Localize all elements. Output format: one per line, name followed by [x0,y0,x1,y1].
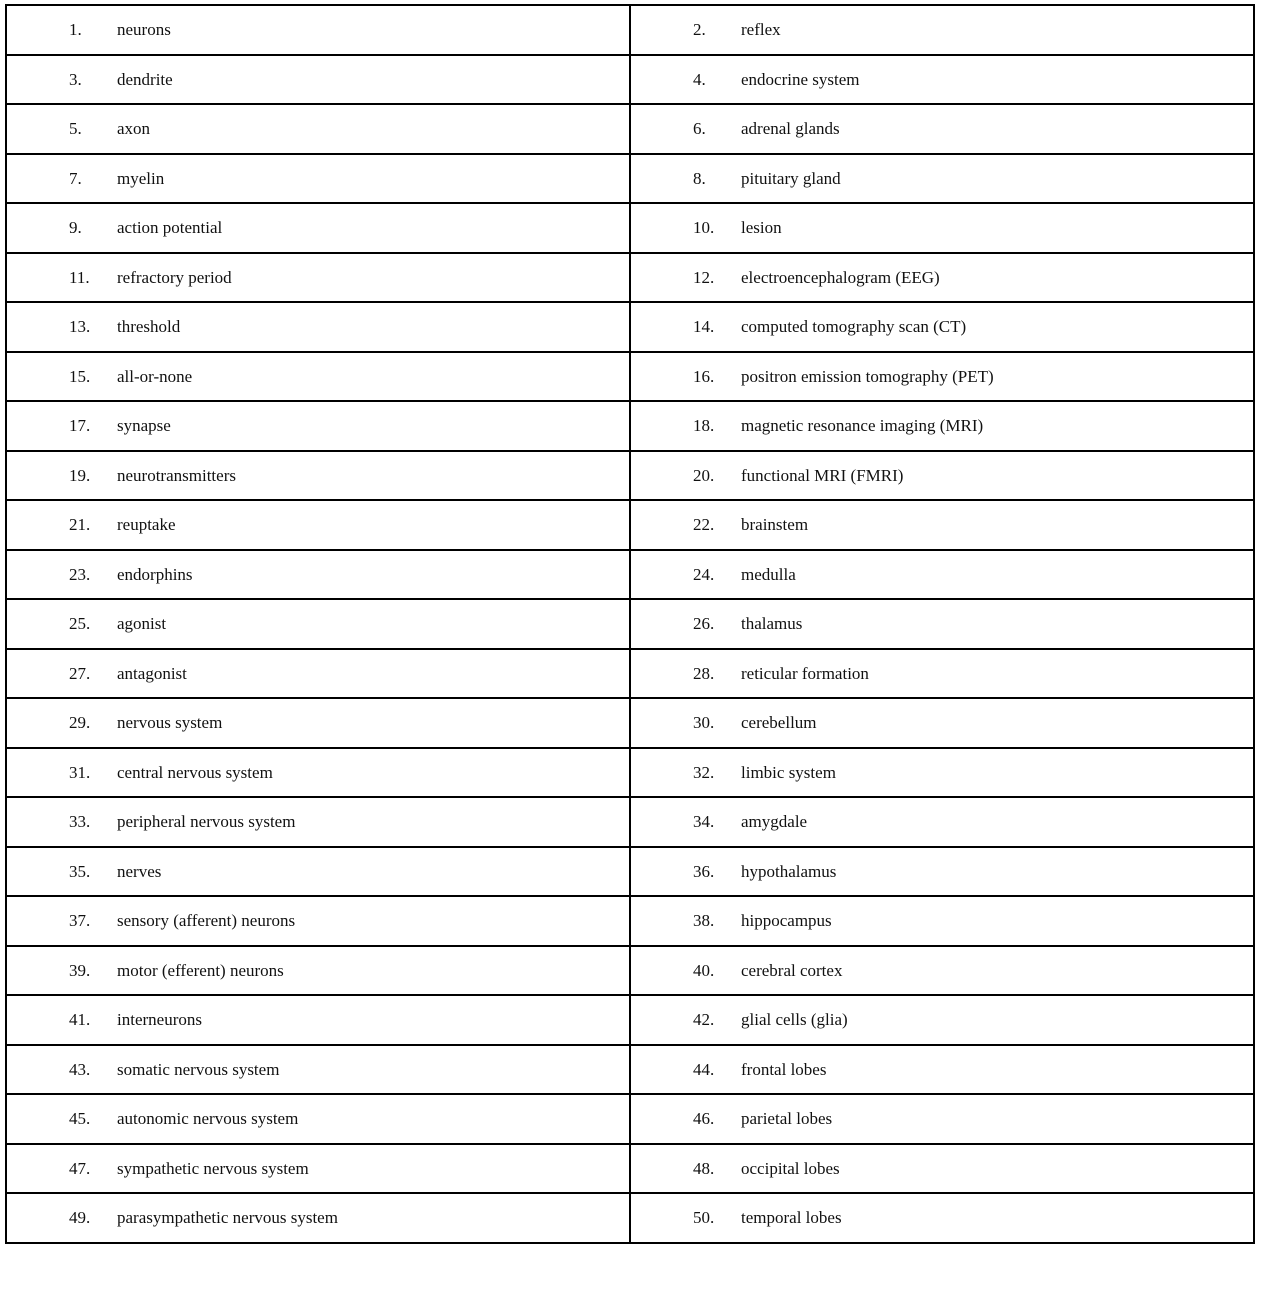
term-cell-content [7,600,629,648]
term-text: motor (efferent) neurons [117,960,284,980]
term-cell-content [631,650,1253,698]
term-cell-content [7,501,629,549]
term-cell-content [7,1046,629,1094]
term-number: 14. [693,317,715,337]
term-text: reticular formation [741,663,869,683]
term-number: 7. [69,168,82,188]
term-cell-content [631,353,1253,401]
term-cell-content [7,105,629,153]
term-cell [6,649,630,699]
term-text: nervous system [117,713,223,733]
term-cell-content [631,1046,1253,1094]
term-cell-content [631,1145,1253,1193]
term-text: electroencephalogram (EEG) [741,267,940,287]
term-cell-content [631,1194,1253,1242]
term-text: magnetic resonance imaging (MRI) [741,416,984,436]
term-cell-content [631,600,1253,648]
term-cell-content [631,155,1253,203]
term-text: medulla [741,564,796,584]
term-text: endocrine system [741,69,860,89]
term-cell-content [631,402,1253,450]
term-number: 18. [693,416,715,436]
term-number: 43. [69,1059,91,1079]
term-text: all-or-none [117,366,193,386]
term-cell [6,946,630,996]
term-cell-content [7,56,629,104]
term-cell-content [7,155,629,203]
term-text: axon [117,119,151,139]
table-row [6,995,1254,1045]
term-cell [6,302,630,352]
term-cell [630,550,1254,600]
term-cell-content [631,452,1253,500]
term-text: adrenal glands [741,119,840,139]
term-cell-content [7,452,629,500]
term-number: 15. [69,366,91,386]
term-cell-content [631,947,1253,995]
term-text: neurons [117,20,171,40]
term-number: 3. [69,69,82,89]
term-cell-content [7,897,629,945]
term-cell-content [631,204,1253,252]
term-cell [630,302,1254,352]
term-cell-content [7,798,629,846]
term-text: thalamus [741,614,803,634]
term-text: sensory (afferent) neurons [117,911,296,931]
table-row [6,1144,1254,1194]
term-text: parietal lobes [741,1109,833,1129]
term-text: dendrite [117,69,173,89]
table-row [6,401,1254,451]
term-cell-content [7,204,629,252]
term-cell [630,1193,1254,1243]
term-number: 48. [693,1158,715,1178]
term-cell-content [7,1194,629,1242]
term-number: 39. [69,960,91,980]
term-text: reuptake [117,515,176,535]
table-row [6,451,1254,501]
term-number: 26. [693,614,715,634]
term-cell [630,253,1254,303]
term-cell-content [7,749,629,797]
term-text: threshold [117,317,181,337]
term-cell-content [7,551,629,599]
term-number: 1. [69,20,82,40]
term-text: hippocampus [741,911,832,931]
term-text: peripheral nervous system [117,812,296,832]
term-number: 28. [693,663,715,683]
term-number: 23. [69,564,91,584]
term-cell [630,203,1254,253]
term-number: 38. [693,911,715,931]
term-number: 49. [69,1208,91,1228]
term-number: 16. [693,366,715,386]
term-text: amygdale [741,812,808,832]
term-cell [6,896,630,946]
term-cell-content [631,749,1253,797]
term-cell-content [631,996,1253,1044]
term-cell [6,352,630,402]
term-cell-content [7,848,629,896]
term-text: glial cells (glia) [741,1010,848,1030]
table-row [6,1193,1254,1243]
term-cell [630,104,1254,154]
term-cell-content [631,897,1253,945]
term-cell [630,1144,1254,1194]
term-cell [6,1193,630,1243]
term-cell [6,550,630,600]
table-row [6,599,1254,649]
table-row [6,104,1254,154]
table-row [6,896,1254,946]
term-number: 9. [69,218,82,238]
term-number: 4. [693,69,706,89]
term-number: 13. [69,317,91,337]
term-cell [630,401,1254,451]
table-row [6,847,1254,897]
term-number: 17. [69,416,91,436]
term-cell [6,1094,630,1144]
term-cell [6,401,630,451]
term-cell [6,1045,630,1095]
term-text: pituitary gland [741,168,841,188]
table-row [6,253,1254,303]
term-cell-content [631,848,1253,896]
term-cell-content [631,1095,1253,1143]
term-number: 31. [69,762,91,782]
table-row [6,302,1254,352]
term-cell-content [7,699,629,747]
term-text: hypothalamus [741,861,837,881]
term-cell-content [7,1145,629,1193]
term-number: 35. [69,861,91,881]
term-text: cerebral cortex [741,960,843,980]
term-text: myelin [117,168,165,188]
term-number: 2. [693,20,706,40]
term-cell [630,1045,1254,1095]
term-cell-content [7,947,629,995]
term-text: agonist [117,614,167,634]
term-cell [630,748,1254,798]
term-cell [630,649,1254,699]
terms-table-body [6,5,1254,1243]
term-cell [630,995,1254,1045]
terms-table [5,4,1255,1244]
term-cell-content [631,699,1253,747]
term-number: 40. [693,960,715,980]
term-number: 46. [693,1109,715,1129]
term-cell [630,599,1254,649]
table-row [6,550,1254,600]
term-number: 29. [69,713,91,733]
term-cell [630,847,1254,897]
term-text: nerves [117,861,162,881]
term-number: 21. [69,515,91,535]
term-number: 45. [69,1109,91,1129]
term-text: brainstem [741,515,809,535]
term-text: limbic system [741,762,836,782]
term-cell-content [7,402,629,450]
term-cell [630,55,1254,105]
term-number: 5. [69,119,82,139]
term-cell-content [631,105,1253,153]
term-cell-content [631,501,1253,549]
term-number: 12. [693,267,715,287]
term-cell [6,1144,630,1194]
table-row [6,1045,1254,1095]
term-text: action potential [117,218,223,238]
term-cell [6,847,630,897]
term-number: 41. [69,1010,91,1030]
term-text: occipital lobes [741,1158,840,1178]
term-text: temporal lobes [741,1208,842,1228]
term-number: 47. [69,1158,91,1178]
table-row [6,203,1254,253]
term-text: synapse [117,416,171,436]
term-text: refractory period [117,267,232,287]
term-number: 24. [693,564,715,584]
term-cell [6,104,630,154]
term-text: parasympathetic nervous system [117,1208,338,1228]
term-cell [630,797,1254,847]
term-cell [6,995,630,1045]
term-number: 50. [693,1208,715,1228]
table-row [6,797,1254,847]
term-cell [6,203,630,253]
term-cell [630,698,1254,748]
term-text: somatic nervous system [117,1059,280,1079]
term-number: 32. [693,762,715,782]
term-text: sympathetic nervous system [117,1158,309,1178]
term-text: endorphins [117,564,193,584]
term-text: frontal lobes [741,1059,827,1079]
term-text: interneurons [117,1010,202,1030]
table-row [6,352,1254,402]
term-cell [6,797,630,847]
term-cell-content [7,996,629,1044]
term-number: 25. [69,614,91,634]
term-number: 27. [69,663,91,683]
table-row [6,154,1254,204]
term-cell [6,5,630,55]
term-cell-content [7,303,629,351]
term-cell [630,1094,1254,1144]
term-cell [630,5,1254,55]
table-row [6,5,1254,55]
term-number: 36. [693,861,715,881]
term-cell [6,55,630,105]
term-cell-content [7,353,629,401]
term-number: 30. [693,713,715,733]
term-cell-content [631,303,1253,351]
term-text: antagonist [117,663,187,683]
table-row [6,500,1254,550]
table-row [6,946,1254,996]
term-cell-content [631,254,1253,302]
term-text: cerebellum [741,713,817,733]
term-text: central nervous system [117,762,273,782]
term-cell [6,500,630,550]
table-row [6,748,1254,798]
term-cell [630,154,1254,204]
term-cell-content [631,551,1253,599]
term-number: 19. [69,465,91,485]
term-text: neurotransmitters [117,465,236,485]
term-number: 22. [693,515,715,535]
term-cell [6,748,630,798]
term-cell [630,352,1254,402]
term-number: 6. [693,119,706,139]
table-row [6,55,1254,105]
term-cell-content [7,1095,629,1143]
term-cell [6,698,630,748]
term-cell-content [7,650,629,698]
term-cell-content [7,254,629,302]
term-text: computed tomography scan (CT) [741,317,967,337]
table-row [6,649,1254,699]
term-number: 42. [693,1010,715,1030]
term-cell-content [7,6,629,54]
table-row [6,1094,1254,1144]
term-cell [630,896,1254,946]
term-text: positron emission tomography (PET) [741,366,994,386]
term-number: 33. [69,812,91,832]
term-number: 20. [693,465,715,485]
term-cell [630,946,1254,996]
table-row [6,698,1254,748]
term-text: autonomic nervous system [117,1109,299,1129]
term-cell [6,599,630,649]
term-cell [6,154,630,204]
term-number: 44. [693,1059,715,1079]
term-text: functional MRI (FMRI) [741,465,904,485]
term-cell-content [631,798,1253,846]
term-number: 10. [693,218,715,238]
term-cell [6,253,630,303]
term-cell [630,451,1254,501]
term-cell-content [631,6,1253,54]
term-cell [6,451,630,501]
term-text: reflex [741,20,781,40]
term-number: 37. [69,911,91,931]
term-number: 8. [693,168,706,188]
term-cell-content [631,56,1253,104]
term-number: 11. [69,267,90,287]
term-cell [630,500,1254,550]
term-text: lesion [741,218,782,238]
term-number: 34. [693,812,715,832]
